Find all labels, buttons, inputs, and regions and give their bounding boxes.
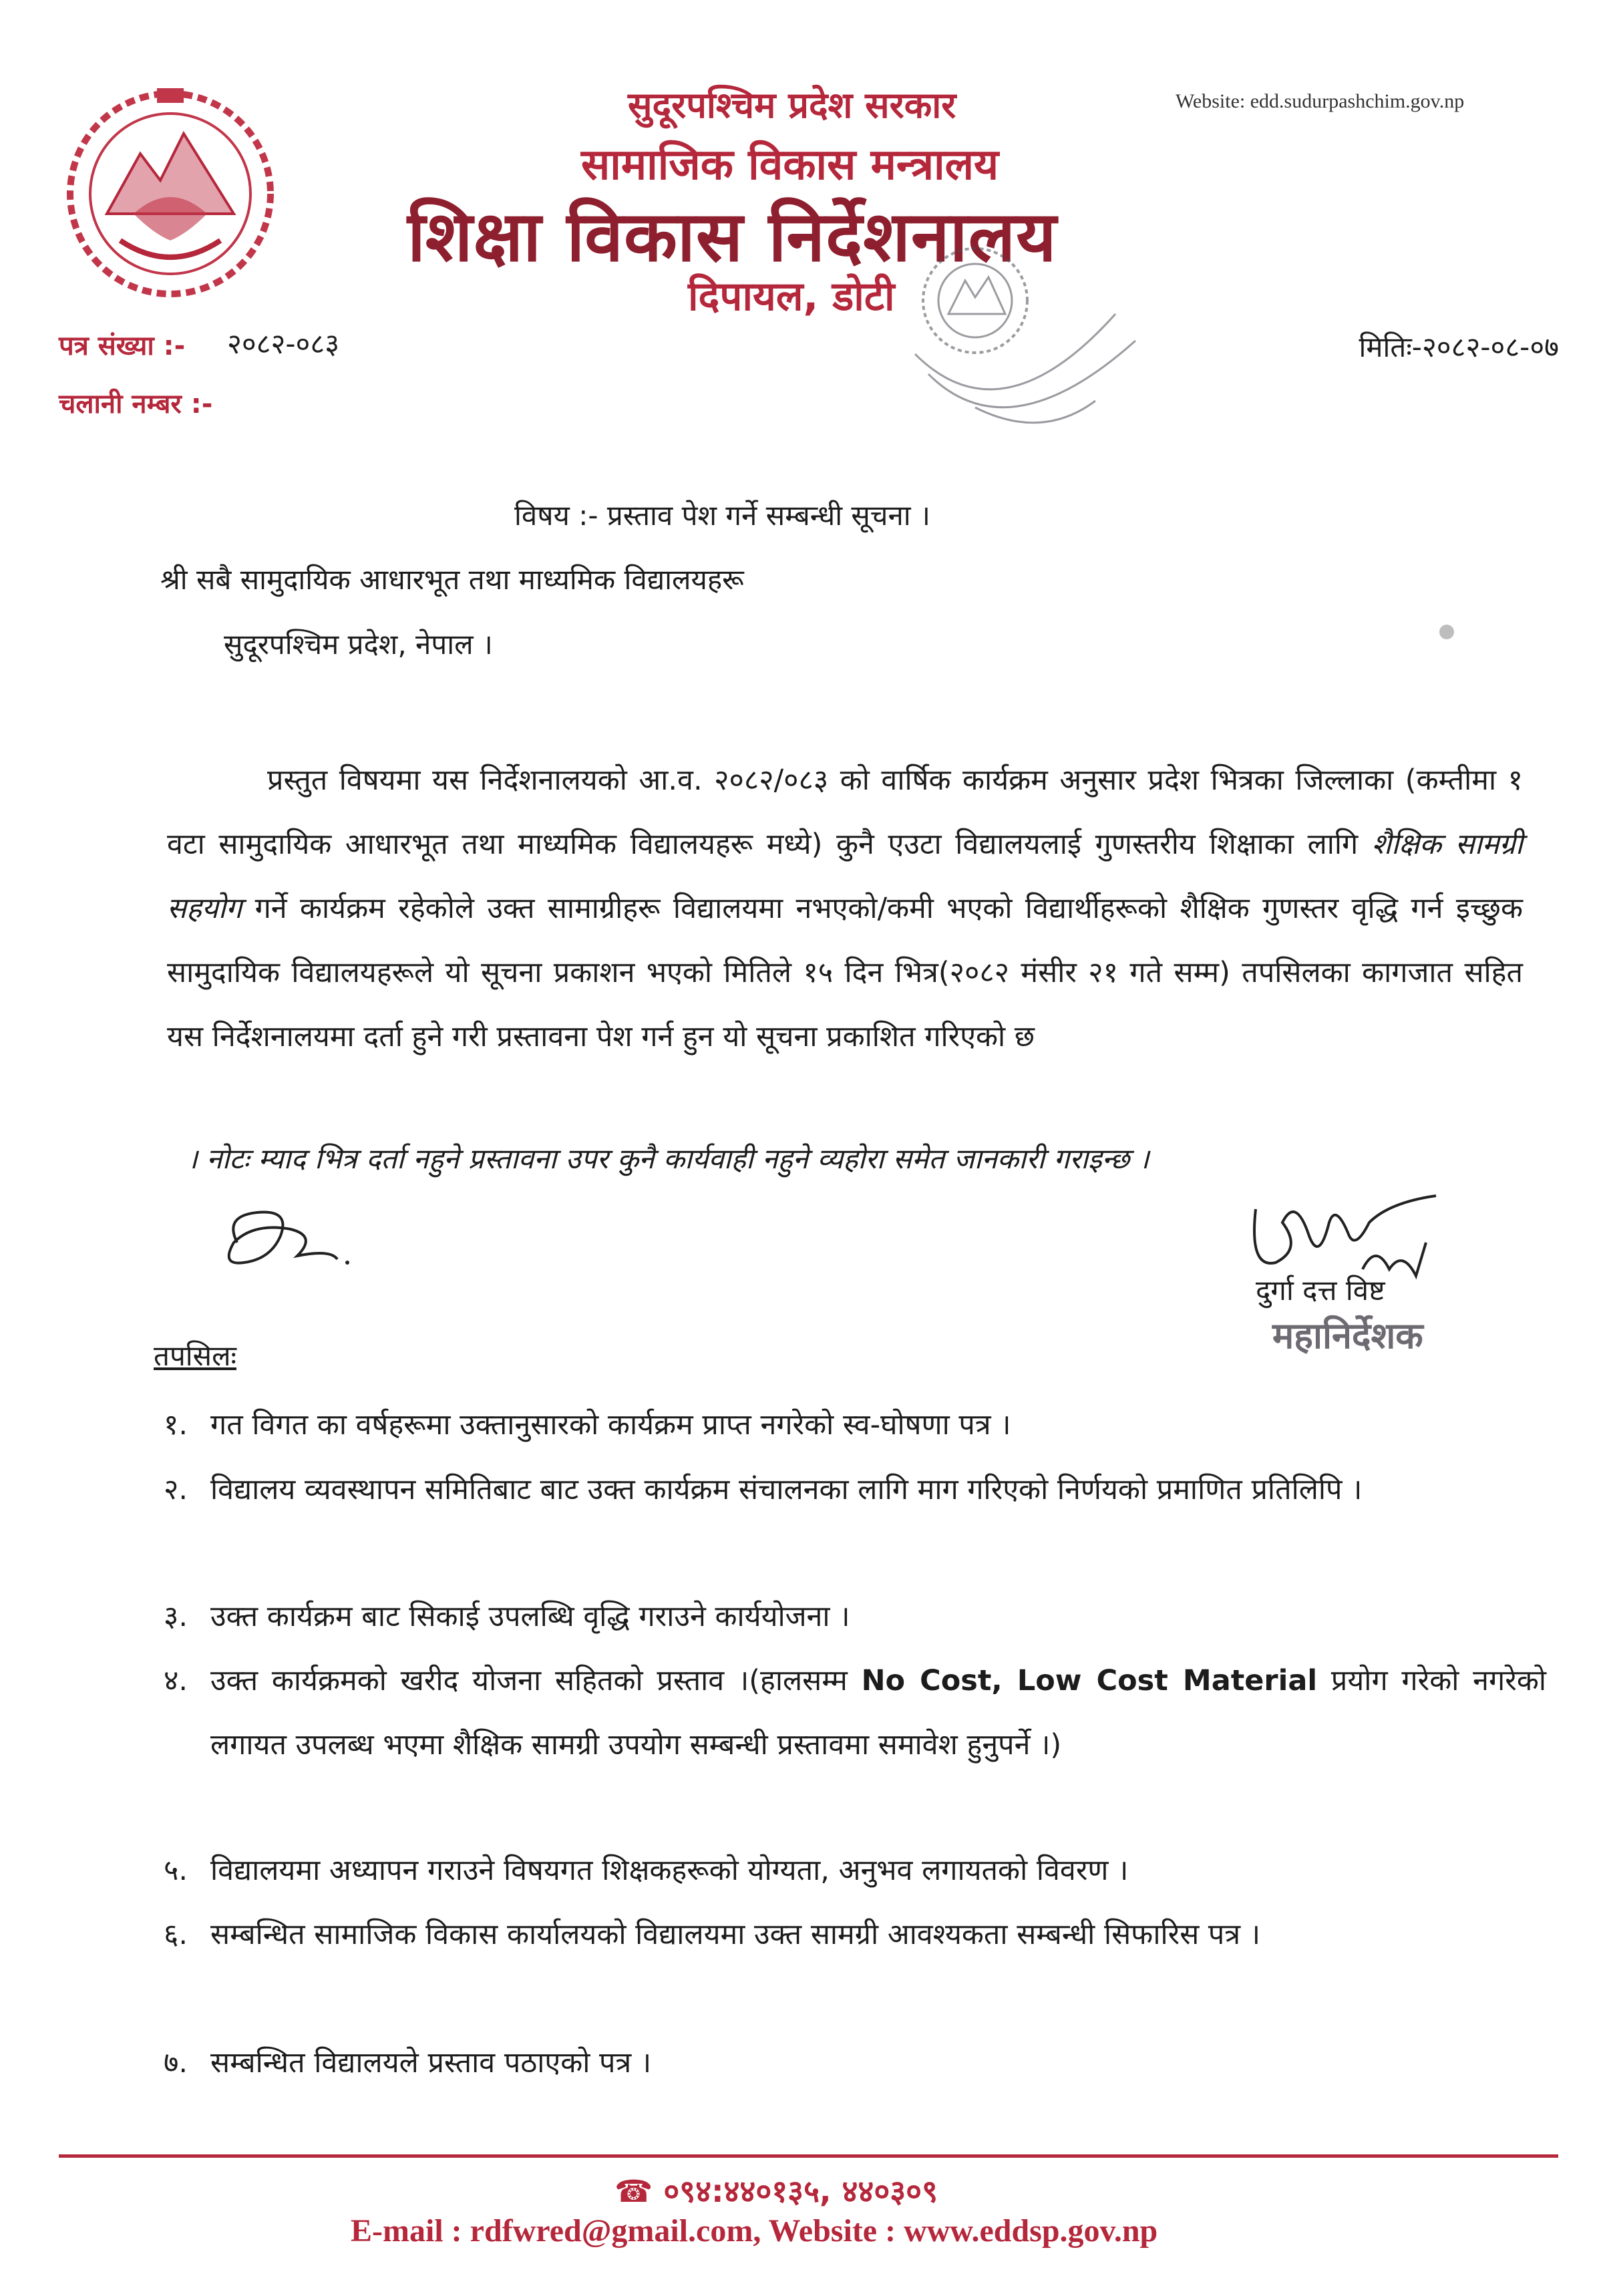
telephone-icon: ☎ xyxy=(614,2173,653,2209)
tapasil-item-number: १. xyxy=(164,1408,188,1442)
tapasil-item-number: ५. xyxy=(164,1854,188,1887)
tapasil-item-4-bold: No Cost, Low Cost Material xyxy=(861,1664,1318,1697)
scan-speck xyxy=(1439,625,1454,639)
notice-note: । नोटः म्याद भित्र दर्ता नहुने प्रस्तावना उपर कुनै कार्यवाही नहुने व्यहोरा समेत जानकारी गराइन्छ । xyxy=(187,1142,1149,1175)
tapasil-item-4 xyxy=(164,1649,1546,1777)
tapasil-item-number: ३. xyxy=(164,1600,188,1633)
notice-body-part-2: गर्ने कार्यक्रम रहेकोले उक्त सामाग्रीहरू विद्यालयमा नभएको/कमी भएको विद्यार्थीहरूको शैक्षिक गुणस्तर वृद्धि गर्न इच्छुक सामुदायिक विद्यालयहरूले यो सूचना प्रकाशन भएको मितिले १५ दिन भित्र(२०८२ मंसीर २१ गते सम्म) तपसिलका कागजात सहित यस निर्देशनालयमा दर्ता हुने गरी प्रस्तावना पेश गर्न हुन यो सूचना प्रकाशित गरिएको छ xyxy=(167,892,1523,1053)
signatory-designation: महानिर्देशक xyxy=(1272,1315,1423,1357)
notice-body-part-1: प्रस्तुत विषयमा यस निर्देशनालयको आ.व. २०८२/०८३ को वार्षिक कार्यक्रम अनुसार प्रदेश भित्रका जिल्लाका (कम्तीमा १ वटा सामुदायिक आधारभूत तथा माध्यमिक विद्यालयहरू मध्ये) कुनै एउटा विद्यालयलाई गुणस्तरीय शिक्षाका लागि xyxy=(167,764,1523,861)
tapasil-item-text xyxy=(164,1649,1546,1777)
footer-phone-numbers: ०९४:४४०१३५, ४४०३०९ xyxy=(663,2173,938,2209)
tapasil-item-4-text-a: उक्त कार्यक्रमको खरीद योजना सहितको प्रस्ताव ।(हालसम्म xyxy=(210,1664,862,1697)
tapasil-item-text: विद्यालय व्यवस्थापन समितिबाट बाट उक्त कार्यक्रम संचालनका लागि माग गरिएको निर्णयको प्रमाणित प्रतिलिपि । xyxy=(210,1473,1363,1506)
footer-phone xyxy=(614,2170,938,2211)
header-website: Website: edd.sudurpashchim.gov.np xyxy=(1176,90,1465,112)
footer-email-website: E-mail : rdfwred@gmail.com, Website : www.eddsp.gov.np xyxy=(351,2213,1158,2249)
tapasil-item-number: ६. xyxy=(164,1918,188,1951)
tapasil-item-text: सम्बन्धित सामाजिक विकास कार्यालयको विद्यालयमा उक्त सामग्री आवश्यकता सम्बन्धी सिफारिस पत्र । xyxy=(210,1918,1261,1951)
tapasil-item-text: सम्बन्धित विद्यालयले प्रस्ताव पठाएको पत्र । xyxy=(210,2046,652,2080)
nepal-government-emblem xyxy=(60,80,281,301)
notice-body-emphasis: शैक्षिक सामग्री सहयोग xyxy=(167,828,1523,925)
recipient-line-2: सुदूरपश्चिम प्रदेश, नेपाल । xyxy=(224,628,493,661)
tapasil-item-text: विद्यालयमा अध्यापन गराउने विषयगत शिक्षकहरूको योग्यता, अनुभव लगायतको विवरण । xyxy=(210,1854,1129,1887)
letter-date: मितिः-२०८२-०८-०७ xyxy=(1359,331,1559,363)
tapasil-item-text: गत विगत का वर्षहरूमा उक्तानुसारको कार्यक्रम प्राप्त नगरेको स्व-घोषणा पत्र । xyxy=(210,1408,1011,1442)
tapasil-item-4-text-b: प्रयोग गरेको नगरेको लगायत उपलब्ध भएमा शैक्षिक सामग्री उपयोग सम्बन्धी प्रस्तावमा समावेश हुनुपर्ने ।) xyxy=(210,1664,1546,1762)
recipient-line-1: श्री सबै सामुदायिक आधारभूत तथा माध्यमिक विद्यालयहरू xyxy=(160,563,744,596)
header-directorate: शिक्षा विकास निर्देशनालय xyxy=(407,196,1057,277)
header-province-govt: सुदूरपश्चिम प्रदेश सरकार xyxy=(628,84,956,126)
tapasil-heading: तपसिलः xyxy=(154,1339,237,1372)
tapasil-item-7 xyxy=(164,2031,1546,2095)
footer-divider xyxy=(59,2154,1558,2158)
reference-number-label: पत्र संख्या :- xyxy=(59,331,186,361)
office-round-seal xyxy=(895,240,1149,454)
dispatch-number-label: चलानी नम्बर :- xyxy=(59,389,213,420)
tapasil-item-6 xyxy=(164,1903,1546,1967)
signatory-name: दुर्गा दत्त विष्ट xyxy=(1256,1274,1385,1307)
header-location: दिपायल, डोटी xyxy=(688,273,895,320)
tapasil-item-1 xyxy=(164,1393,1546,1457)
notice-body xyxy=(167,748,1523,1069)
tapasil-item-5 xyxy=(164,1838,1546,1903)
initials-signature xyxy=(217,1196,357,1283)
tapasil-item-3 xyxy=(164,1585,1546,1649)
tapasil-item-2 xyxy=(164,1458,1546,1522)
letter-subject: विषय :- प्रस्ताव पेश गर्ने सम्बन्धी सूचना । xyxy=(514,499,930,532)
tapasil-item-text: उक्त कार्यक्रम बाट सिकाई उपलब्धि वृद्धि गराउने कार्ययोजना । xyxy=(210,1600,850,1633)
tapasil-item-number: २. xyxy=(164,1473,188,1506)
header-ministry: सामाजिक विकास मन्त्रालय xyxy=(581,140,999,190)
tapasil-item-number: ४. xyxy=(164,1664,188,1697)
reference-number-value: २०८२-०८३ xyxy=(227,327,340,360)
tapasil-item-number: ७. xyxy=(164,2046,188,2080)
